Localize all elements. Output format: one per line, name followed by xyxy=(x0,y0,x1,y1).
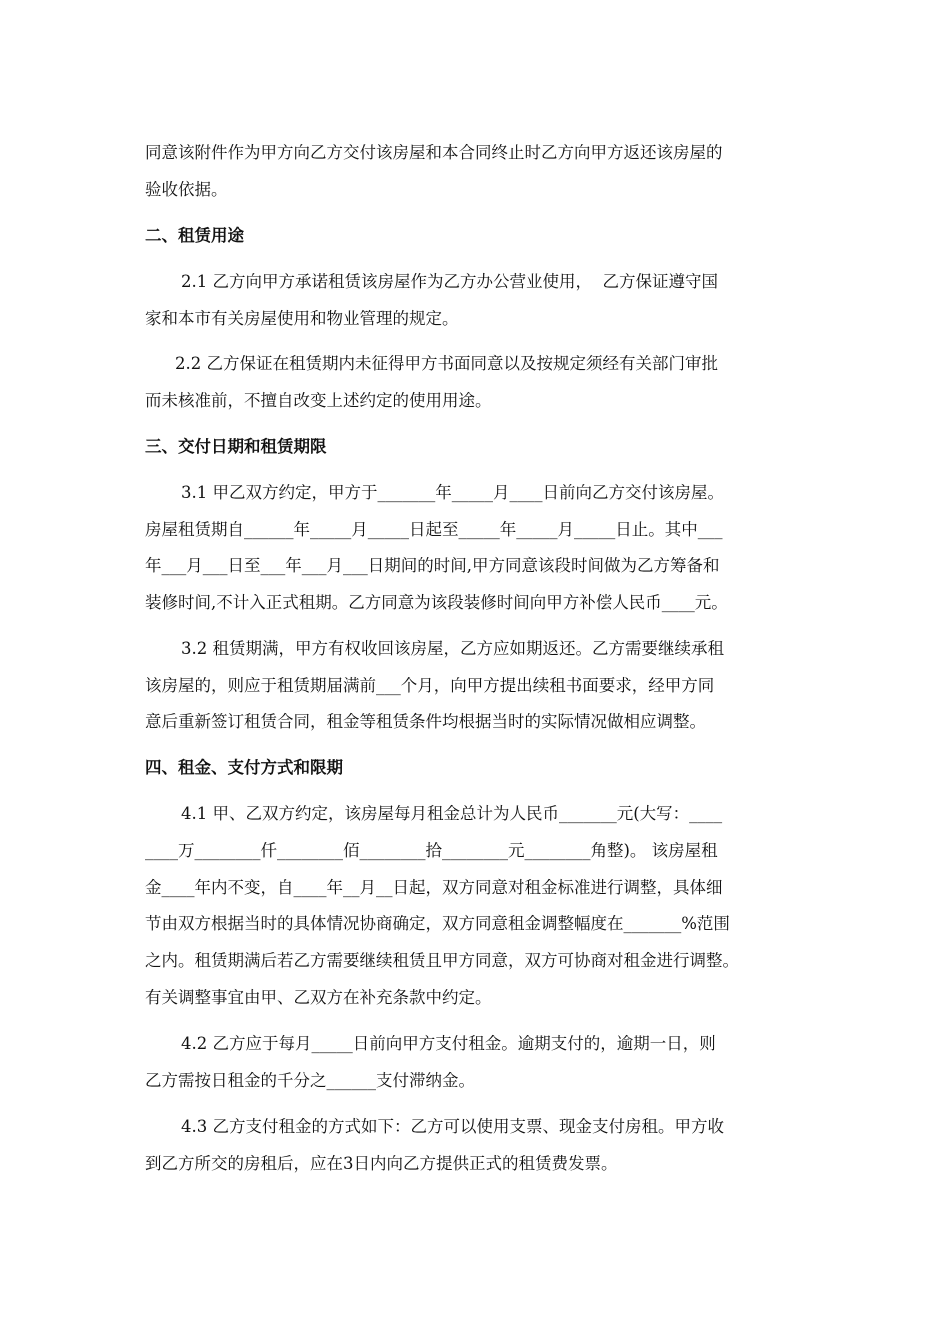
clause-3-1-line-3: 年___月___日至___年___月___日期间的时间,甲方同意该段时间做为乙方筹备和 xyxy=(145,556,720,575)
clause-4-1-line-2: ____万________仟________佰________拾________元________角整)。 该房屋租 xyxy=(145,841,718,860)
clause-2-2-line-1: 2.2 乙方保证在租赁期内未征得甲方书面同意以及按规定须经有关部门审批 xyxy=(175,354,718,373)
clause-3-2-line-3: 意后重新签订租赁合同，租金等租赁条件均根据当时的实际情况做相应调整。 xyxy=(145,712,706,731)
clause-4-1-line-1: 4.1 甲、乙双方约定，该房屋每月租金总计为人民币_______元(大写：____ xyxy=(181,804,723,823)
clause-2-1-line-2: 家和本市有关房屋使用和物业管理的规定。 xyxy=(145,309,459,328)
intro-line-2: 验收依据。 xyxy=(145,180,228,199)
clause-4-1-line-6: 有关调整事宜由甲、乙双方在补充条款中约定。 xyxy=(145,988,492,1007)
clause-4-1-line-4: 节由双方根据当时的具体情况协商确定，双方同意租金调整幅度在_______%范围 xyxy=(145,914,730,933)
clause-2-2-line-2: 而未核准前，不擅自改变上述约定的使用用途。 xyxy=(145,391,492,410)
section-heading-rent-payment: 四、租金、支付方式和限期 xyxy=(145,758,343,777)
clause-4-2-line-1: 4.2 乙方应于每月_____日前向甲方支付租金。逾期支付的，逾期一日，则 xyxy=(181,1034,716,1053)
clause-3-2-line-1: 3.2 租赁期满，甲方有权收回该房屋，乙方应如期返还。乙方需要继续承租 xyxy=(181,639,724,658)
intro-line-1: 同意该附件作为甲方向乙方交付该房屋和本合同终止时乙方向甲方返还该房屋的 xyxy=(145,143,723,162)
clause-3-1-line-4: 装修时间,不计入正式租期。乙方同意为该段装修时间向甲方补偿人民币____元。 xyxy=(145,593,728,612)
clause-4-3-line-2: 到乙方所交的房租后，应在3日内向乙方提供正式的租赁费发票。 xyxy=(145,1154,618,1173)
clause-3-1-line-1: 3.1 甲乙双方约定，甲方于_______年_____月____日前向乙方交付该房屋。 xyxy=(181,483,724,502)
clause-3-1-line-2: 房屋租赁期自______年_____月_____日起至_____年_____月_____日止。其中___ xyxy=(145,520,723,539)
clause-4-1-line-5: 之内。租赁期满后若乙方需要继续租赁且甲方同意，双方可协商对租金进行调整。 xyxy=(145,951,739,970)
clause-4-1-line-3: 金____年内不变，自____年__月__日起，双方同意对租金标准进行调整，具体细 xyxy=(145,878,723,897)
clause-3-2-line-2: 该房屋的，则应于租赁期届满前___个月，向甲方提出续租书面要求，经甲方同 xyxy=(145,676,715,695)
section-heading-delivery-term: 三、交付日期和租赁期限 xyxy=(145,437,327,456)
clause-4-3-line-1: 4.3 乙方支付租金的方式如下：乙方可以使用支票、现金支付房租。甲方收 xyxy=(181,1117,724,1136)
clause-2-1-line-1: 2.1 乙方向甲方承诺租赁该房屋作为乙方办公营业使用， 乙方保证遵守国 xyxy=(181,272,718,291)
clause-4-2-line-2: 乙方需按日租金的千分之______支付滞纳金。 xyxy=(145,1071,475,1090)
section-heading-rental-purpose: 二、租赁用途 xyxy=(145,226,244,245)
